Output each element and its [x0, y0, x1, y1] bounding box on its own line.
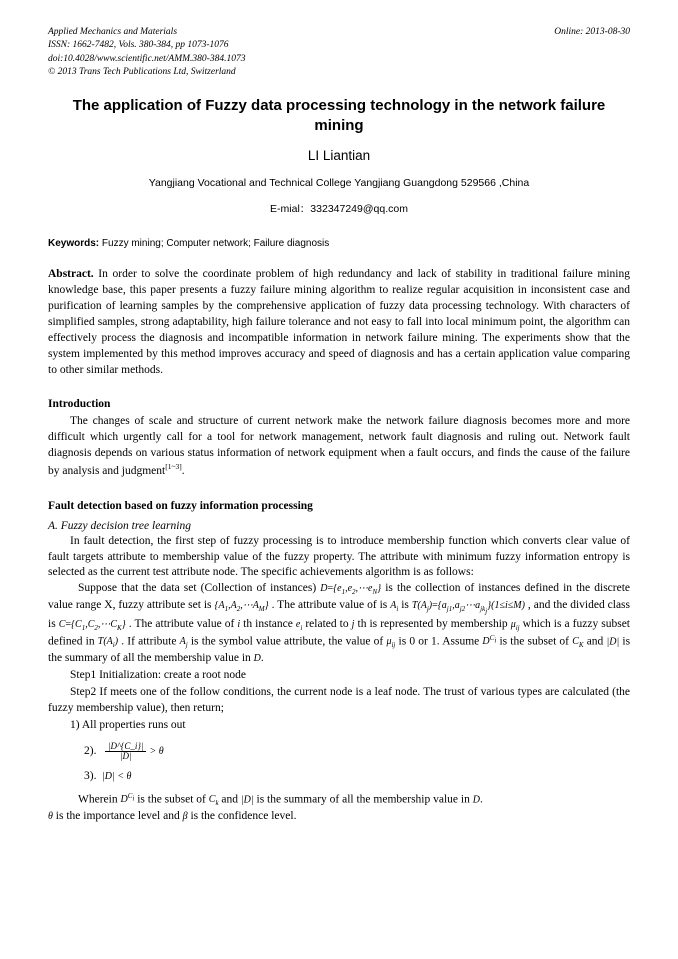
condition-2-fraction — [105, 741, 146, 762]
formula-attribute-ai: $A_i$ — [390, 599, 399, 613]
p2-text-h: related to — [305, 618, 349, 630]
wherein-paragraph — [48, 792, 630, 825]
copyright-line: © 2013 Trans Tech Publications Ltd, Switzerland — [48, 67, 236, 78]
p2-text-b: is the collection of instances defined in the discrete value range X, fuzzy attribute set is — [48, 582, 631, 611]
p2-text-k: . If attribute — [121, 634, 177, 647]
formula-index-i: i — [237, 619, 241, 630]
formula-beta: β — [182, 810, 188, 822]
section-heading-fault-detection: Fault detection based on fuzzy information processing — [48, 499, 313, 512]
keywords-label: Keywords: — [48, 238, 100, 250]
condition-1: 1) All properties runs out — [70, 719, 186, 732]
formula-attribute-aj: $A_j$ — [179, 635, 188, 649]
p2-text-m: is 0 or 1. Assume — [398, 634, 480, 647]
p2-text-o: and — [586, 634, 604, 647]
formula-dataset-d: $D=\{e_1,e_2,\cdots e_N\}$ — [320, 583, 382, 597]
p3-text-c: and — [221, 792, 239, 805]
p2-text-l: is the symbol value attribute, the value of — [190, 634, 384, 647]
introduction-period: . — [181, 464, 185, 477]
p2-text-d2: is — [401, 598, 409, 611]
p2-text-p: is the summary of all the membership value in — [48, 634, 631, 664]
author-email: E-mial：332347249@qq.com — [270, 203, 408, 216]
online-date: Online: 2013-08-30 — [554, 27, 630, 37]
formula-theta: θ — [48, 810, 53, 822]
p3-text-f: is the importance level and — [55, 809, 180, 822]
subsection-heading-fuzzy-decision-tree: A. Fuzzy decision tree learning — [48, 519, 191, 532]
page-header — [48, 26, 630, 80]
journal-name: Applied Mechanics and Materials — [48, 27, 178, 37]
p2-text-g: th instance — [243, 618, 293, 630]
p2-text-n: is the subset of — [499, 634, 570, 647]
abstract-text: In order to solve the coordinate problem of high redundancy and lack of stability in traditional failure mining knowledge base, this paper presents a fuzzy failure mining algorithm to realize regular acquisition in inconsistent case and purification of learning samples by the comprehensive application of fuzzy data processing technology. With characters of simplified samples, strong adaptability, high failure tolerance and not easy to fall into local minimum point, the algorithm can effectively process the diagnosis and incompatible information in network failure mining. The experiments show that the system implemented by this method improves accuracy and speed of diagnosis and has a certain application value comparing to other similar methods. — [48, 268, 630, 376]
abstract-label: Abstract. — [48, 268, 94, 281]
formula-class-ck-2: $C_k$ — [208, 793, 219, 807]
formula-membership-mu: $\mu_{ij}$ — [510, 619, 520, 632]
formula-t-ai: $T(A_j)=\{a_{j1},a_{j2}\cdots a_{jk_j}\}(1\le i\le M)$ — [411, 599, 525, 616]
p2-text-f: . The attribute value of — [128, 618, 235, 630]
condition-3-math: |D| < θ — [102, 771, 132, 783]
p2-text-a: Suppose that the data set (Collection of instances) — [78, 582, 317, 595]
doi-line: doi:10.4028/www.scientific.net/AMM.380-384.1073 — [48, 53, 246, 64]
step-2: Step2 If meets one of the follow conditions, the current node is a leaf node. The trust of various types are calculated (the fuzzy membership value), then return; — [48, 686, 630, 715]
introduction-text: The changes of scale and structure of current network make the network failure diagnosis becomes more and more difficult which urgently call for a tool for network management, network fault diagnosis and ruling out. Network fault diagnosis depends on various status information of network equipment when a fault occurs, and finds the cause of the failure by analysis and judgment — [48, 415, 630, 477]
condition-2 — [84, 734, 630, 768]
algorithm-steps — [70, 668, 630, 684]
formula-membership-mu-2: $\mu_{ij}$ — [386, 635, 396, 649]
keywords-line — [48, 238, 630, 249]
condition-2-relation: > θ — [149, 745, 164, 757]
p2-text-d: is — [379, 598, 388, 611]
introduction-paragraph — [48, 414, 630, 479]
section-heading-introduction: Introduction — [48, 398, 111, 411]
citation-ref: [1~3] — [165, 462, 182, 472]
author-affiliation: Yangjiang Vocational and Technical College Yangjiang Guangdong 529566 ,China — [148, 177, 530, 190]
p2-text-j: which is a fuzzy subset defined in — [48, 618, 631, 647]
p2-text-c: . The attribute value of — [271, 598, 377, 611]
step-1: Step1 Initialization: create a root node — [70, 668, 246, 681]
p3-text-a: Wherein — [78, 792, 118, 805]
issn-line: ISSN: 1662-7482, Vols. 380-384, pp 1073-1076 — [48, 40, 229, 51]
p3-text-b: is the subset of — [137, 792, 206, 805]
page-title: The application of Fuzzy data processing technology in the network failure mining — [72, 96, 606, 135]
p2-text-e: , and the divided class is — [48, 598, 631, 630]
author-name: LI Liantian — [307, 148, 371, 164]
p3-text-e: . — [479, 792, 483, 805]
fault-detection-paragraph-2 — [48, 581, 630, 666]
formula-instance-ei: $e_i$ — [295, 619, 303, 632]
formula-index-j: j — [351, 619, 355, 630]
keywords-value: Fuzzy mining; Computer network; Failure diagnosis — [101, 238, 330, 250]
p3-text-d: is the summary of all the membership value in — [256, 792, 470, 805]
formula-d-2: D — [472, 793, 480, 805]
formula-abs-d-2: |D| — [240, 793, 254, 805]
p3-text-g: is the confidence level. — [190, 809, 297, 822]
condition-2-label: 2). — [84, 744, 97, 757]
condition-list — [70, 717, 630, 786]
condition-2-numerator: |D^{C_i}| — [105, 741, 146, 752]
formula-d: D — [253, 652, 261, 664]
formula-class-ck: $C_K$ — [572, 635, 584, 649]
formula-t-ai-2: $T(A_i)$ — [97, 635, 119, 649]
condition-2-denominator: |D| — [120, 751, 132, 762]
fault-detection-paragraph-1: In fault detection, the first step of fuzzy processing is to introduce membership function which converts clear value of fault targets attribute to membership value of the fuzzy property. The attribute with minimum fuzzy information entropy is selected as the current test attribute node. The specific achievements algorithm is as follows: — [48, 534, 630, 579]
formula-abs-d: |D| — [606, 635, 620, 647]
condition-3 — [84, 768, 630, 785]
abstract-block — [48, 267, 630, 378]
condition-3-label: 3). — [84, 770, 97, 783]
formula-attribute-set: $\{A_1,A_2,\cdots A_M\}$ — [214, 599, 269, 613]
p2-text-q: . — [260, 651, 264, 664]
formula-class-c: $C=\{C_1,C_2,\cdots C_K\}$ — [58, 619, 126, 632]
p2-text-i: th is represented by membership — [357, 618, 508, 630]
formula-subset-dci-2: $D^{C_i}$ — [120, 791, 135, 805]
formula-subset-dci: $D^{C_i}$ — [482, 633, 497, 647]
